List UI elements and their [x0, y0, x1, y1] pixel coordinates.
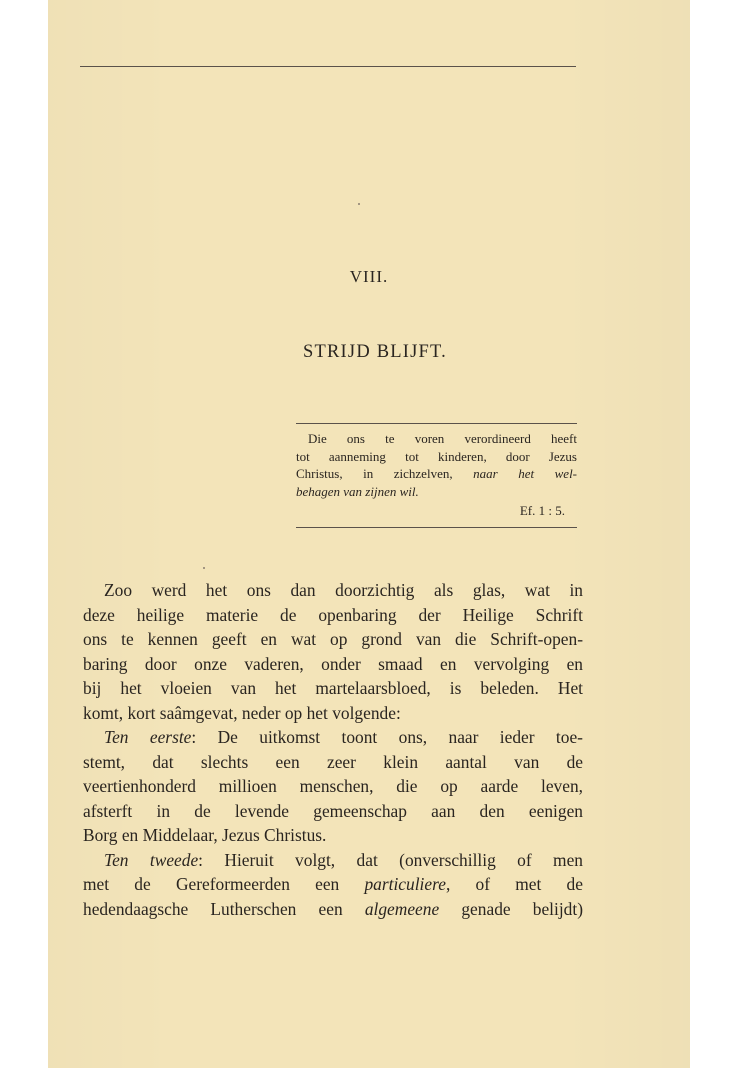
- text-line: afsterft in de levende gemeenschap aan den eenigen: [83, 800, 583, 821]
- text-line: Borg en Middelaar, Jezus Christus.: [83, 825, 327, 845]
- epigraph-quote: [296, 430, 577, 500]
- epigraph-line: [296, 465, 577, 483]
- epigraph-top-rule: [296, 423, 577, 424]
- epigraph-line: Die ons te voren verordineerd heeft: [308, 431, 577, 446]
- text-run: met de Gereformeerden een: [83, 874, 340, 894]
- text-line: bij het vloeien van het martelaarsbloed, is beleden. Het: [83, 678, 583, 698]
- emphasis-text: algemeene: [364, 898, 440, 919]
- epigraph-bottom-rule: [296, 527, 577, 528]
- epigraph-line: tot aanneming tot kinderen, door Jezus: [296, 448, 577, 464]
- paragraph-label: Ten eerste: [104, 727, 192, 747]
- text-line: deze heilige materie de openbaring der Heilige Schrift: [83, 604, 583, 625]
- epigraph-italic-text: naar het wel-: [473, 466, 578, 481]
- text-line: baring door onze vaderen, onder smaad en vervolging en: [83, 653, 583, 674]
- text-line: Zoo werd het ons dan doorzichtig als glas, wat in: [104, 580, 583, 600]
- text-line: veertienhonderd millioen menschen, die op aarde leven,: [83, 776, 583, 796]
- text-line: [83, 897, 583, 922]
- epigraph-line: [296, 483, 577, 501]
- text-run: , of met de: [445, 874, 583, 894]
- text-line: [83, 848, 583, 873]
- paper-speck: [203, 567, 205, 569]
- paper-speck: [358, 203, 360, 205]
- text-line: [83, 872, 583, 897]
- text-line: komt, kort saâmgevat, neder op het volgende:: [83, 702, 401, 723]
- emphasis-text: particuliere: [364, 874, 446, 894]
- text-run: : De uitkomst toont ons, naar ieder toe-: [191, 727, 583, 747]
- text-line: stemt, dat slechts een zeer klein aantal van de: [83, 751, 583, 772]
- epigraph: [296, 423, 577, 528]
- chapter-title: STRIJD BLIJFT.: [303, 342, 447, 362]
- epigraph-text: Christus, in zichzelven,: [296, 466, 453, 481]
- epigraph-reference: Ef. 1 : 5.: [519, 503, 565, 518]
- text-run: genade belijdt): [461, 898, 583, 919]
- chapter-number: VIII.: [349, 267, 389, 286]
- epigraph-italic-text: behagen van zijnen wil.: [296, 483, 419, 499]
- header-rule: [80, 66, 576, 67]
- paragraph-label: Ten tweede: [104, 849, 199, 870]
- text-line: ons te kennen geeft en wat op grond van die Schrift-open-: [83, 629, 583, 649]
- text-run: : Hieruit volgt, dat (onverschillig of men: [198, 849, 583, 870]
- text-run: hedendaagsche Lutherschen een: [83, 898, 343, 919]
- body-text: [83, 578, 583, 921]
- text-line: [83, 725, 583, 750]
